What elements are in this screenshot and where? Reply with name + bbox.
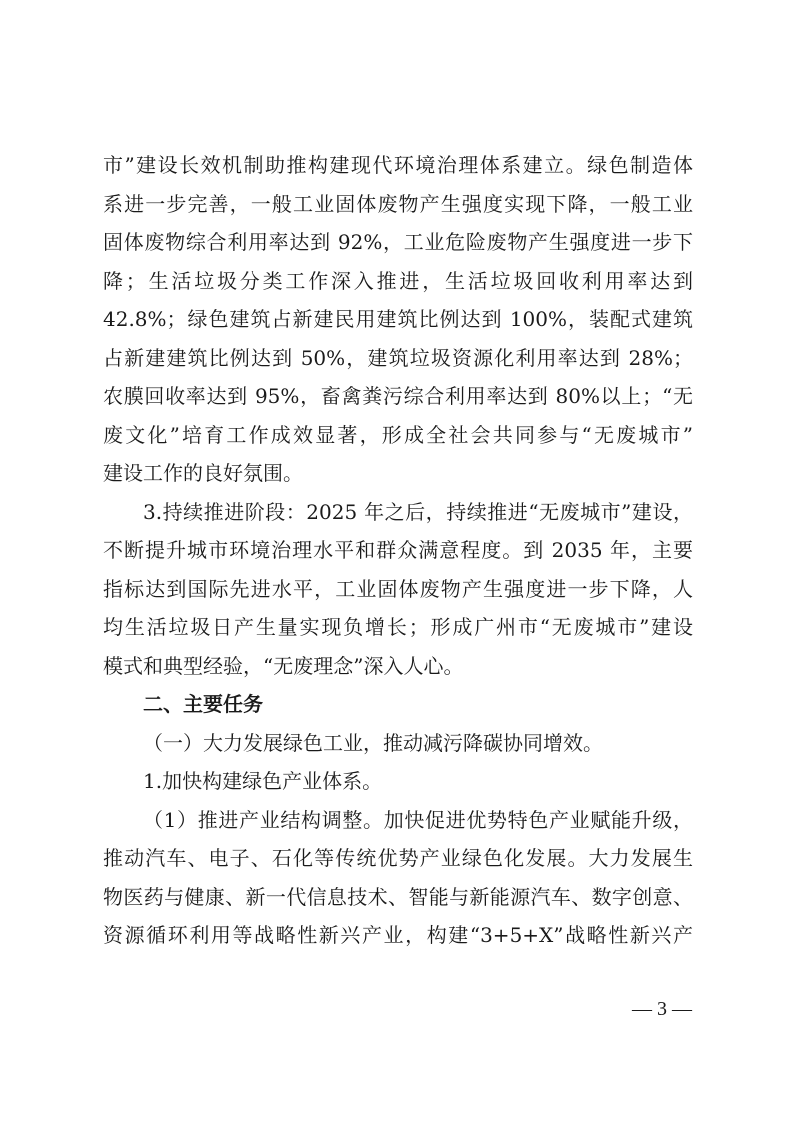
paragraph-line: 系进一步完善，一般工业固体废物产生强度实现下降，一般工业 xyxy=(103,191,693,216)
paragraph-line: 建设工作的良好氛围。 xyxy=(103,461,303,485)
paragraph-line: 农膜回收率达到 95%，畜禽粪污综合利用率达到 80%以上；“无 xyxy=(103,384,693,408)
paragraph-line: 资源循环利用等战略性新兴产业，构建“3+5+X”战略性新兴产 xyxy=(103,923,693,947)
paragraph-line: 3.持续推进阶段：2025 年之后，持续推进“无废城市”建设， xyxy=(143,499,693,524)
paragraph-line: 市”建设长效机制助推构建现代环境治理体系建立。绿色制造体 xyxy=(103,153,693,177)
paragraph-line: 42.8%；绿色建筑占新建民用建筑比例达到 100%，装配式建筑 xyxy=(103,307,693,331)
paragraph-line: 占新建建筑比例达到 50%，建筑垃圾资源化利用率达到 28%； xyxy=(103,345,693,370)
paragraph-line: 推动汽车、电子、石化等传统优势产业绿色化发展。大力发展生 xyxy=(103,846,693,870)
paragraph-line: （1）推进产业结构调整。加快促进优势特色产业赋能升级， xyxy=(143,807,693,832)
paragraph-line: 降；生活垃圾分类工作深入推进，生活垃圾回收利用率达到 xyxy=(103,268,693,293)
paragraph-line: 固体废物综合利用率达到 92%，工业危险废物产生强度进一步下 xyxy=(103,230,693,254)
paragraph-line: 模式和典型经验，“无废理念”深入人心。 xyxy=(103,653,464,678)
paragraph-line: 指标达到国际先进水平，工业固体废物产生强度进一步下降，人 xyxy=(103,576,693,601)
paragraph-line: 物医药与健康、新一代信息技术、智能与新能源汽车、数字创意、 xyxy=(103,884,693,909)
paragraph-line: 1.加快构建绿色产业体系。 xyxy=(143,769,383,793)
subsection-heading: （一）大力发展绿色工业，推动减污降碳协同增效。 xyxy=(143,730,603,755)
document-body xyxy=(103,146,693,955)
paragraph-line: 均生活垃圾日产生量实现负增长；形成广州市“无废城市”建设 xyxy=(103,615,693,639)
page-number: — 3 — xyxy=(632,998,692,1020)
paragraph-line: 不断提升城市环境治理水平和群众满意程度。到 2035 年，主要 xyxy=(103,538,693,562)
paragraph-line: 废文化”培育工作成效显著，形成全社会共同参与“无废城市” xyxy=(103,422,693,447)
section-heading: 二、主要任务 xyxy=(143,692,263,716)
